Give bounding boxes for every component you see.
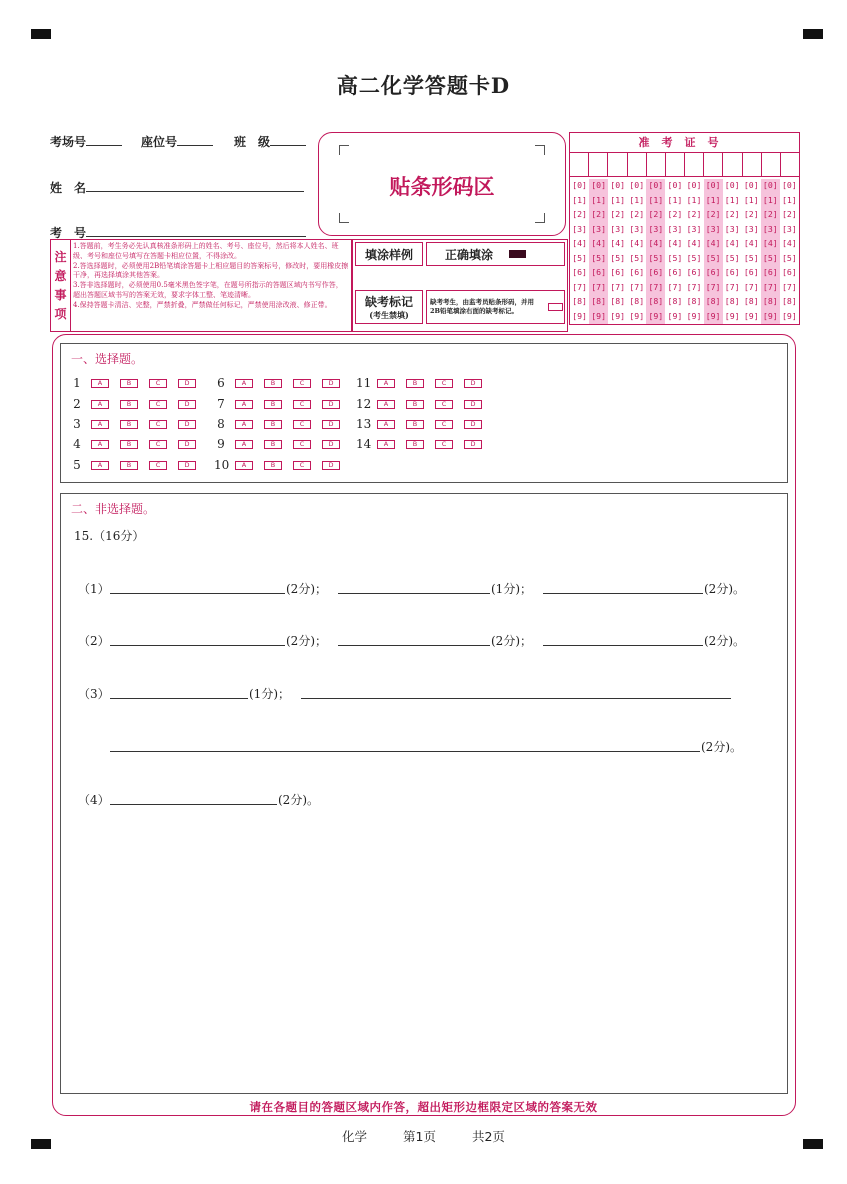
notice-item: 2.答选择题时，必须使用2B铅笔填涂答题卡上相应题目的答案标号，修改时，要用橡皮擦干净，再选择填涂其他答案。: [73, 261, 349, 280]
digit-bubble[interactable]: [9]: [572, 310, 587, 321]
answer-blank[interactable]: [110, 645, 285, 646]
digit-bubble[interactable]: [0]: [782, 180, 797, 190]
option-bubble-b[interactable]: B: [120, 400, 138, 409]
digit-bubble[interactable]: [7]: [667, 281, 683, 292]
option-bubble-d[interactable]: D: [322, 461, 340, 470]
option-bubble-a[interactable]: A: [235, 379, 253, 388]
option-bubble-c[interactable]: C: [149, 400, 167, 409]
digit-bubble[interactable]: [0]: [610, 180, 626, 190]
option-bubble-c[interactable]: C: [435, 400, 453, 409]
admission-digit-column[interactable]: [589, 179, 608, 324]
digit-bubble[interactable]: [9]: [743, 310, 759, 321]
digit-bubble[interactable]: [4]: [629, 238, 645, 248]
digit-bubble[interactable]: [8]: [686, 296, 702, 306]
option-bubble-b[interactable]: B: [406, 379, 424, 388]
answer-blank[interactable]: [110, 593, 285, 594]
option-bubble-b[interactable]: B: [264, 420, 282, 429]
digit-bubble[interactable]: [3]: [667, 223, 683, 234]
question-number: 13: [356, 417, 372, 431]
question-number: 8: [217, 417, 225, 431]
digit-bubble[interactable]: [9]: [629, 310, 645, 321]
digit-bubble[interactable]: [8]: [743, 296, 759, 306]
digit-bubble[interactable]: [2]: [782, 209, 797, 219]
digit-bubble[interactable]: [9]: [610, 310, 626, 321]
admission-digit-column[interactable]: [646, 179, 665, 324]
digit-bubble[interactable]: [1]: [724, 194, 740, 205]
barcode-label: 贴条形码区: [389, 174, 495, 199]
absent-mark-desc: 缺考考生，由监考员贴条形码，并用2B铅笔填涂右面的缺考标记。: [426, 290, 565, 324]
option-bubble-b[interactable]: B: [264, 440, 282, 449]
question-number: 9: [217, 437, 225, 451]
option-bubble-c[interactable]: C: [293, 379, 311, 388]
digit-bubble[interactable]: [6]: [686, 267, 702, 277]
digit-bubble[interactable]: [0]: [743, 180, 759, 190]
digit-bubble[interactable]: [4]: [686, 238, 702, 248]
digit-bubble[interactable]: [7]: [629, 281, 645, 292]
question-number: 3: [73, 417, 81, 431]
option-bubble-c[interactable]: C: [435, 440, 453, 449]
option-bubble-b[interactable]: B: [120, 420, 138, 429]
fill-sample-label: 填涂样例: [355, 242, 423, 266]
digit-bubble[interactable]: [2]: [629, 209, 645, 219]
digit-bubble[interactable]: [2]: [724, 209, 740, 219]
digit-bubble[interactable]: [4]: [610, 238, 626, 248]
digit-bubble[interactable]: [7]: [648, 281, 664, 292]
option-bubble-c[interactable]: C: [149, 440, 167, 449]
digit-bubble[interactable]: [6]: [724, 267, 740, 277]
notice-item: 3.答非选择题时，必须使用0.5毫米黑色签字笔，在题号所指示的答题区域内书写作答，超出答题区域书写的答案无效，要求字体工整、笔迹清晰。: [73, 281, 343, 299]
question-number: 14: [356, 437, 372, 451]
digit-bubble[interactable]: [7]: [724, 281, 740, 292]
score: (2分)。: [278, 793, 319, 807]
section-title: 一、选择题。: [71, 352, 144, 366]
open-question-section: [60, 493, 788, 1094]
admission-digit-column[interactable]: [761, 179, 780, 324]
option-bubble-a[interactable]: A: [91, 379, 109, 388]
admission-digit-column[interactable]: [570, 179, 589, 324]
admission-bubbles[interactable]: [570, 179, 799, 324]
digit-bubble[interactable]: [4]: [591, 238, 607, 248]
correct-fill-example: 正确填涂: [426, 242, 565, 266]
digit-bubble[interactable]: [8]: [648, 296, 664, 306]
score: (1分)；: [491, 582, 532, 596]
admission-header: 准考证号: [570, 133, 799, 153]
answer-blank[interactable]: [110, 751, 700, 752]
filled-bubble-icon: [509, 250, 526, 258]
question-number: 2: [73, 397, 81, 411]
digit-bubble[interactable]: [4]: [667, 238, 683, 248]
option-bubble-d[interactable]: D: [322, 400, 340, 409]
part-label: （4）: [78, 793, 110, 807]
digit-bubble[interactable]: [0]: [762, 180, 778, 190]
digit-bubble[interactable]: [4]: [762, 238, 778, 248]
digit-bubble[interactable]: [1]: [629, 194, 645, 205]
part-label: （1）: [78, 582, 110, 596]
digit-bubble[interactable]: [3]: [724, 223, 740, 234]
option-bubble-b[interactable]: B: [264, 379, 282, 388]
question-number: 7: [217, 397, 225, 411]
digit-bubble[interactable]: [5]: [686, 252, 702, 263]
digit-bubble[interactable]: [6]: [762, 267, 778, 277]
answer-blank[interactable]: [543, 593, 703, 594]
digit-bubble[interactable]: [1]: [743, 194, 759, 205]
digit-bubble[interactable]: [0]: [686, 180, 702, 190]
footer-total: 共2页: [471, 1129, 505, 1144]
digit-bubble[interactable]: [3]: [572, 223, 587, 234]
digit-bubble[interactable]: [1]: [782, 194, 797, 205]
digit-bubble[interactable]: [0]: [648, 180, 664, 190]
option-bubble-a[interactable]: A: [377, 379, 395, 388]
option-bubble-b[interactable]: B: [406, 440, 424, 449]
digit-bubble[interactable]: [6]: [648, 267, 664, 277]
option-bubble-d[interactable]: D: [178, 400, 196, 409]
admission-digit-column[interactable]: [704, 179, 723, 324]
option-bubble-d[interactable]: D: [178, 461, 196, 470]
score: (2分)。: [704, 582, 745, 596]
digit-bubble[interactable]: [2]: [667, 209, 683, 219]
option-bubble-a[interactable]: A: [235, 420, 253, 429]
digit-bubble[interactable]: [4]: [724, 238, 740, 248]
digit-bubble[interactable]: [6]: [782, 267, 797, 277]
digit-bubble[interactable]: [6]: [572, 267, 587, 277]
digit-bubble[interactable]: [9]: [667, 310, 683, 321]
answer-blank[interactable]: [110, 804, 277, 805]
absent-mark-bubble[interactable]: [548, 303, 563, 311]
digit-bubble[interactable]: [8]: [782, 296, 797, 306]
option-bubble-d[interactable]: D: [322, 379, 340, 388]
digit-bubble[interactable]: [4]: [743, 238, 759, 248]
digit-bubble[interactable]: [9]: [705, 310, 721, 321]
notice-item: 1.答题前，考生务必先认真核准条形码上的姓名、考号、座位号，然后将本人姓名、班级、考号和座位号填写在答题卡相应位置，不得涂改。: [73, 242, 339, 260]
class-field[interactable]: 班 级: [234, 133, 306, 150]
option-bubble-b[interactable]: B: [120, 440, 138, 449]
admission-number-grid: [569, 132, 800, 325]
answer-blank[interactable]: [338, 593, 490, 594]
answer-blank[interactable]: [110, 698, 248, 699]
option-bubble-d[interactable]: D: [322, 420, 340, 429]
name-field[interactable]: 姓 名: [50, 179, 304, 196]
option-bubble-d[interactable]: D: [178, 420, 196, 429]
question-number: 11: [356, 376, 372, 390]
option-bubble-c[interactable]: C: [293, 400, 311, 409]
digit-bubble[interactable]: [0]: [705, 180, 721, 190]
digit-bubble[interactable]: [1]: [705, 194, 721, 205]
option-bubble-c[interactable]: C: [293, 440, 311, 449]
digit-bubble[interactable]: [7]: [705, 281, 721, 292]
digit-bubble[interactable]: [3]: [743, 223, 759, 234]
digit-bubble[interactable]: [9]: [686, 310, 702, 321]
digit-bubble[interactable]: [3]: [648, 223, 664, 234]
digit-bubble[interactable]: [0]: [572, 180, 587, 190]
option-bubble-a[interactable]: A: [91, 420, 109, 429]
digit-bubble[interactable]: [7]: [572, 281, 587, 292]
digit-bubble[interactable]: [6]: [705, 267, 721, 277]
question-15-label: 15.（16分）: [74, 529, 145, 543]
digit-bubble[interactable]: [0]: [667, 180, 683, 190]
notice-title: 注 意 事 项: [51, 240, 71, 331]
digit-bubble[interactable]: [7]: [610, 281, 626, 292]
footer-subject: 化学: [342, 1129, 368, 1144]
answer-blank[interactable]: [301, 698, 731, 699]
digit-bubble[interactable]: [1]: [667, 194, 683, 205]
admission-digit-column[interactable]: [627, 179, 646, 324]
score: (2分)；: [286, 582, 327, 596]
option-bubble-a[interactable]: A: [91, 400, 109, 409]
boundary-warning: 请在各题目的答题区域内作答，超出矩形边框限定区域的答案无效: [249, 1100, 598, 1114]
digit-bubble[interactable]: [5]: [648, 252, 664, 263]
digit-bubble[interactable]: [3]: [610, 223, 626, 234]
digit-bubble[interactable]: [5]: [667, 252, 683, 263]
digit-bubble[interactable]: [4]: [572, 238, 587, 248]
digit-bubble[interactable]: [8]: [667, 296, 683, 306]
footer-page: 第1页: [403, 1129, 436, 1144]
digit-bubble[interactable]: [2]: [610, 209, 626, 219]
option-bubble-b[interactable]: B: [264, 400, 282, 409]
option-bubble-c[interactable]: C: [149, 379, 167, 388]
admission-digit-column[interactable]: [723, 179, 742, 324]
digit-bubble[interactable]: [8]: [610, 296, 626, 306]
registration-mark: [803, 29, 823, 39]
digit-bubble[interactable]: [6]: [610, 267, 626, 277]
notice-box: [50, 239, 352, 332]
barcode-area: [318, 132, 566, 236]
score: (2分)；: [286, 634, 327, 648]
digit-bubble[interactable]: [3]: [705, 223, 721, 234]
option-bubble-b[interactable]: B: [406, 420, 424, 429]
digit-bubble[interactable]: [4]: [648, 238, 664, 248]
digit-bubble[interactable]: [1]: [686, 194, 702, 205]
digit-bubble[interactable]: [0]: [724, 180, 740, 190]
option-bubble-d[interactable]: D: [464, 379, 482, 388]
option-bubble-c[interactable]: C: [435, 420, 453, 429]
digit-bubble[interactable]: [4]: [705, 238, 721, 248]
option-bubble-c[interactable]: C: [293, 461, 311, 470]
option-bubble-d[interactable]: D: [178, 379, 196, 388]
option-bubble-b[interactable]: B: [120, 461, 138, 470]
digit-bubble[interactable]: [7]: [591, 281, 607, 292]
digit-bubble[interactable]: [0]: [591, 180, 607, 190]
digit-bubble[interactable]: [9]: [782, 310, 797, 321]
answer-blank[interactable]: [338, 645, 490, 646]
option-bubble-d[interactable]: D: [322, 440, 340, 449]
question-number: 12: [356, 397, 372, 411]
digit-bubble[interactable]: [9]: [724, 310, 740, 321]
page-title: 高二化学答题卡D: [336, 73, 511, 98]
option-bubble-d[interactable]: D: [464, 400, 482, 409]
digit-bubble[interactable]: [1]: [591, 194, 607, 205]
digit-bubble[interactable]: [7]: [782, 281, 797, 292]
option-bubble-c[interactable]: C: [293, 420, 311, 429]
option-bubble-a[interactable]: A: [235, 461, 253, 470]
digit-bubble[interactable]: [5]: [591, 252, 607, 263]
option-bubble-b[interactable]: B: [120, 379, 138, 388]
option-bubble-a[interactable]: A: [91, 461, 109, 470]
digit-bubble[interactable]: [9]: [648, 310, 664, 321]
question-number: 4: [73, 437, 81, 451]
question-number: 1: [73, 376, 81, 390]
option-bubble-a[interactable]: A: [235, 400, 253, 409]
digit-bubble[interactable]: [3]: [686, 223, 702, 234]
score: (2分)。: [701, 740, 742, 754]
digit-bubble[interactable]: [8]: [724, 296, 740, 306]
digit-bubble[interactable]: [8]: [762, 296, 778, 306]
score: (1分)；: [249, 687, 290, 701]
score: (2分)；: [491, 634, 532, 648]
choice-section: [60, 343, 788, 483]
digit-bubble[interactable]: [3]: [591, 223, 607, 234]
digit-bubble[interactable]: [5]: [572, 252, 587, 263]
admission-digit-column[interactable]: [684, 179, 703, 324]
digit-bubble[interactable]: [3]: [762, 223, 778, 234]
digit-bubble[interactable]: [2]: [572, 209, 587, 219]
admission-digit-column[interactable]: [742, 179, 761, 324]
digit-bubble[interactable]: [4]: [782, 238, 797, 248]
section-title: 二、非选择题。: [71, 502, 156, 516]
digit-bubble[interactable]: [2]: [648, 209, 664, 219]
digit-bubble[interactable]: [3]: [782, 223, 797, 234]
digit-bubble[interactable]: [9]: [591, 310, 607, 321]
absent-mark-label: 缺考标记 (考生禁填): [355, 290, 423, 324]
option-bubble-b[interactable]: B: [264, 461, 282, 470]
option-bubble-b[interactable]: B: [406, 400, 424, 409]
digit-bubble[interactable]: [5]: [782, 252, 797, 263]
digit-bubble[interactable]: [7]: [743, 281, 759, 292]
digit-bubble[interactable]: [5]: [724, 252, 740, 263]
digit-bubble[interactable]: [0]: [629, 180, 645, 190]
part-label: （3）: [78, 687, 110, 701]
exam-number-field[interactable]: 考 号: [50, 224, 306, 241]
digit-bubble[interactable]: [8]: [705, 296, 721, 306]
option-bubble-d[interactable]: D: [178, 440, 196, 449]
option-bubble-a[interactable]: A: [377, 420, 395, 429]
digit-bubble[interactable]: [5]: [762, 252, 778, 263]
question-number: 5: [73, 458, 81, 472]
digit-bubble[interactable]: [5]: [629, 252, 645, 263]
digit-bubble[interactable]: [1]: [762, 194, 778, 205]
digit-bubble[interactable]: [8]: [591, 296, 607, 306]
digit-bubble[interactable]: [6]: [591, 267, 607, 277]
digit-bubble[interactable]: [5]: [743, 252, 759, 263]
digit-bubble[interactable]: [1]: [648, 194, 664, 205]
digit-bubble[interactable]: [2]: [762, 209, 778, 219]
option-bubble-c[interactable]: C: [149, 461, 167, 470]
digit-bubble[interactable]: [8]: [572, 296, 587, 306]
score: (2分)。: [704, 634, 745, 648]
digit-bubble[interactable]: [1]: [610, 194, 626, 205]
exam-room-field[interactable]: 考场号: [50, 133, 122, 150]
admission-digit-column[interactable]: [780, 179, 799, 324]
admission-digit-column[interactable]: [665, 179, 684, 324]
digit-bubble[interactable]: [7]: [686, 281, 702, 292]
option-bubble-d[interactable]: D: [464, 420, 482, 429]
option-bubble-a[interactable]: A: [377, 440, 395, 449]
option-bubble-a[interactable]: A: [377, 400, 395, 409]
admission-digit-column[interactable]: [608, 179, 627, 324]
digit-bubble[interactable]: [1]: [572, 194, 587, 205]
page-footer: [0, 1127, 847, 1145]
option-bubble-a[interactable]: A: [235, 440, 253, 449]
digit-bubble[interactable]: [6]: [629, 267, 645, 277]
fill-sample-box: [352, 239, 568, 332]
digit-bubble[interactable]: [2]: [686, 209, 702, 219]
digit-bubble[interactable]: [2]: [591, 209, 607, 219]
admission-write-boxes[interactable]: [570, 153, 799, 177]
digit-bubble[interactable]: [9]: [762, 310, 778, 321]
digit-bubble[interactable]: [2]: [743, 209, 759, 219]
digit-bubble[interactable]: [2]: [705, 209, 721, 219]
question-number: 6: [217, 376, 225, 390]
digit-bubble[interactable]: [6]: [743, 267, 759, 277]
notice-item: 4.保持答题卡清洁、完整，严禁折叠，严禁做任何标记，严禁使用涂改液、修正带。: [73, 300, 332, 309]
option-bubble-d[interactable]: D: [464, 440, 482, 449]
option-bubble-a[interactable]: A: [91, 440, 109, 449]
answer-blank[interactable]: [543, 645, 703, 646]
digit-bubble[interactable]: [5]: [705, 252, 721, 263]
digit-bubble[interactable]: [6]: [667, 267, 683, 277]
digit-bubble[interactable]: [7]: [762, 281, 778, 292]
digit-bubble[interactable]: [8]: [629, 296, 645, 306]
seat-field[interactable]: 座位号: [141, 133, 213, 150]
part-label: （2）: [78, 634, 110, 648]
option-bubble-c[interactable]: C: [149, 420, 167, 429]
digit-bubble[interactable]: [5]: [610, 252, 626, 263]
question-number: 10: [214, 458, 230, 472]
option-bubble-c[interactable]: C: [435, 379, 453, 388]
registration-mark: [31, 29, 51, 39]
digit-bubble[interactable]: [3]: [629, 223, 645, 234]
